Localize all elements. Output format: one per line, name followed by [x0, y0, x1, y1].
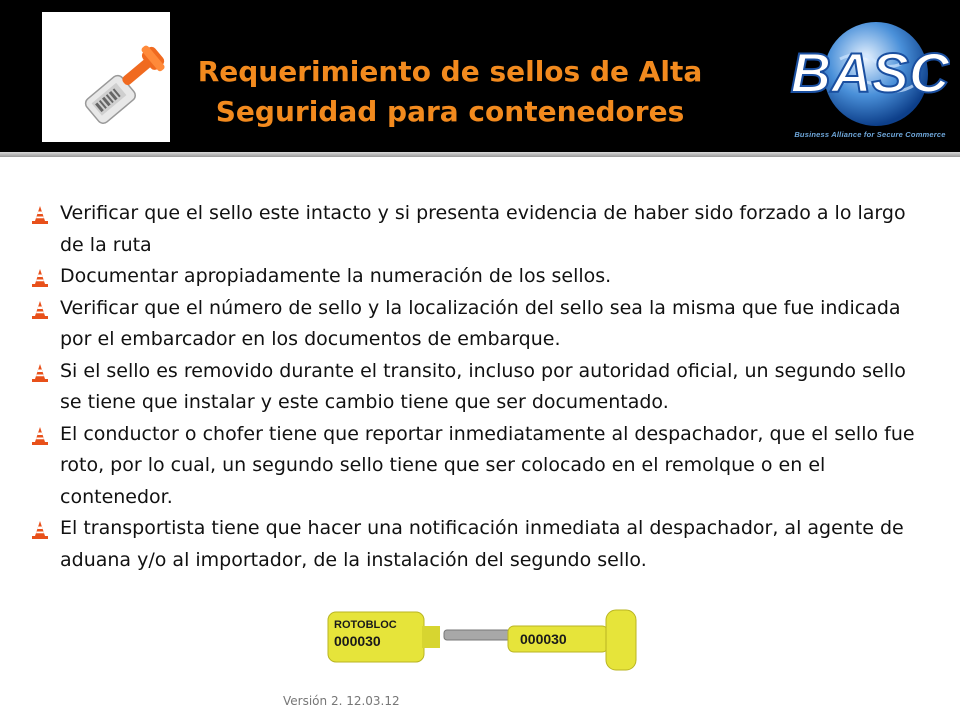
title-line-2: Seguridad para contenedores — [215, 95, 685, 128]
logo-tagline: Business Alliance for Secure Commerce — [794, 130, 946, 139]
slide-header — [0, 0, 960, 152]
svg-text:000030: 000030 — [334, 633, 381, 649]
bullet-text: El conductor o chofer tiene que reportar inmediatamente al despachador, que el sello fue roto, por lo cual, un segundo sello tiene que ser colocado en el remolque o en el contenedor. — [60, 422, 915, 508]
bullet-text: El transportista tiene que hacer una notificación inmediata al despachador, al agente de aduana y/o al importador, de la instalación del segundo sello. — [60, 517, 904, 571]
bullet-item — [28, 356, 928, 419]
svg-text:000030: 000030 — [520, 631, 567, 647]
bullet-text: Si el sello es removido durante el transito, incluso por autoridad oficial, un segundo sello se tiene que instalar y este cambio tiene que ser documentado. — [60, 359, 906, 413]
version-footer: Versión 2. 12.03.12 — [283, 694, 400, 708]
traffic-cone-icon — [30, 204, 50, 224]
traffic-cone-icon — [30, 362, 50, 382]
bullet-item — [28, 261, 928, 293]
slide-title — [180, 52, 720, 132]
traffic-cone-icon — [30, 267, 50, 287]
bullet-item — [28, 293, 928, 356]
bullet-item — [28, 419, 928, 514]
header-divider — [0, 152, 960, 157]
bullet-text: Verificar que el sello este intacto y si presenta evidencia de haber sido forzado a lo largo de la ruta — [60, 202, 906, 256]
title-line-1: Requerimiento de sellos de Alta — [197, 55, 703, 88]
bullet-text: Verificar que el número de sello y la localización del sello sea la misma que fue indicada por el embarcador en los documentos de embarque. — [60, 296, 901, 350]
bullet-item — [28, 513, 928, 576]
seal-product-image — [42, 12, 170, 142]
svg-text:ROTOBLOC: ROTOBLOC — [334, 619, 397, 631]
svg-text:BASC: BASC — [790, 41, 950, 104]
bullet-text: Documentar apropiadamente la numeración de los sellos. — [60, 265, 612, 287]
traffic-cone-icon — [30, 519, 50, 539]
traffic-cone-icon — [30, 425, 50, 445]
bullet-list — [28, 198, 928, 576]
traffic-cone-icon — [30, 299, 50, 319]
bullet-item — [28, 198, 928, 261]
bolt-seal-image — [322, 606, 644, 684]
basc-logo — [790, 14, 950, 146]
